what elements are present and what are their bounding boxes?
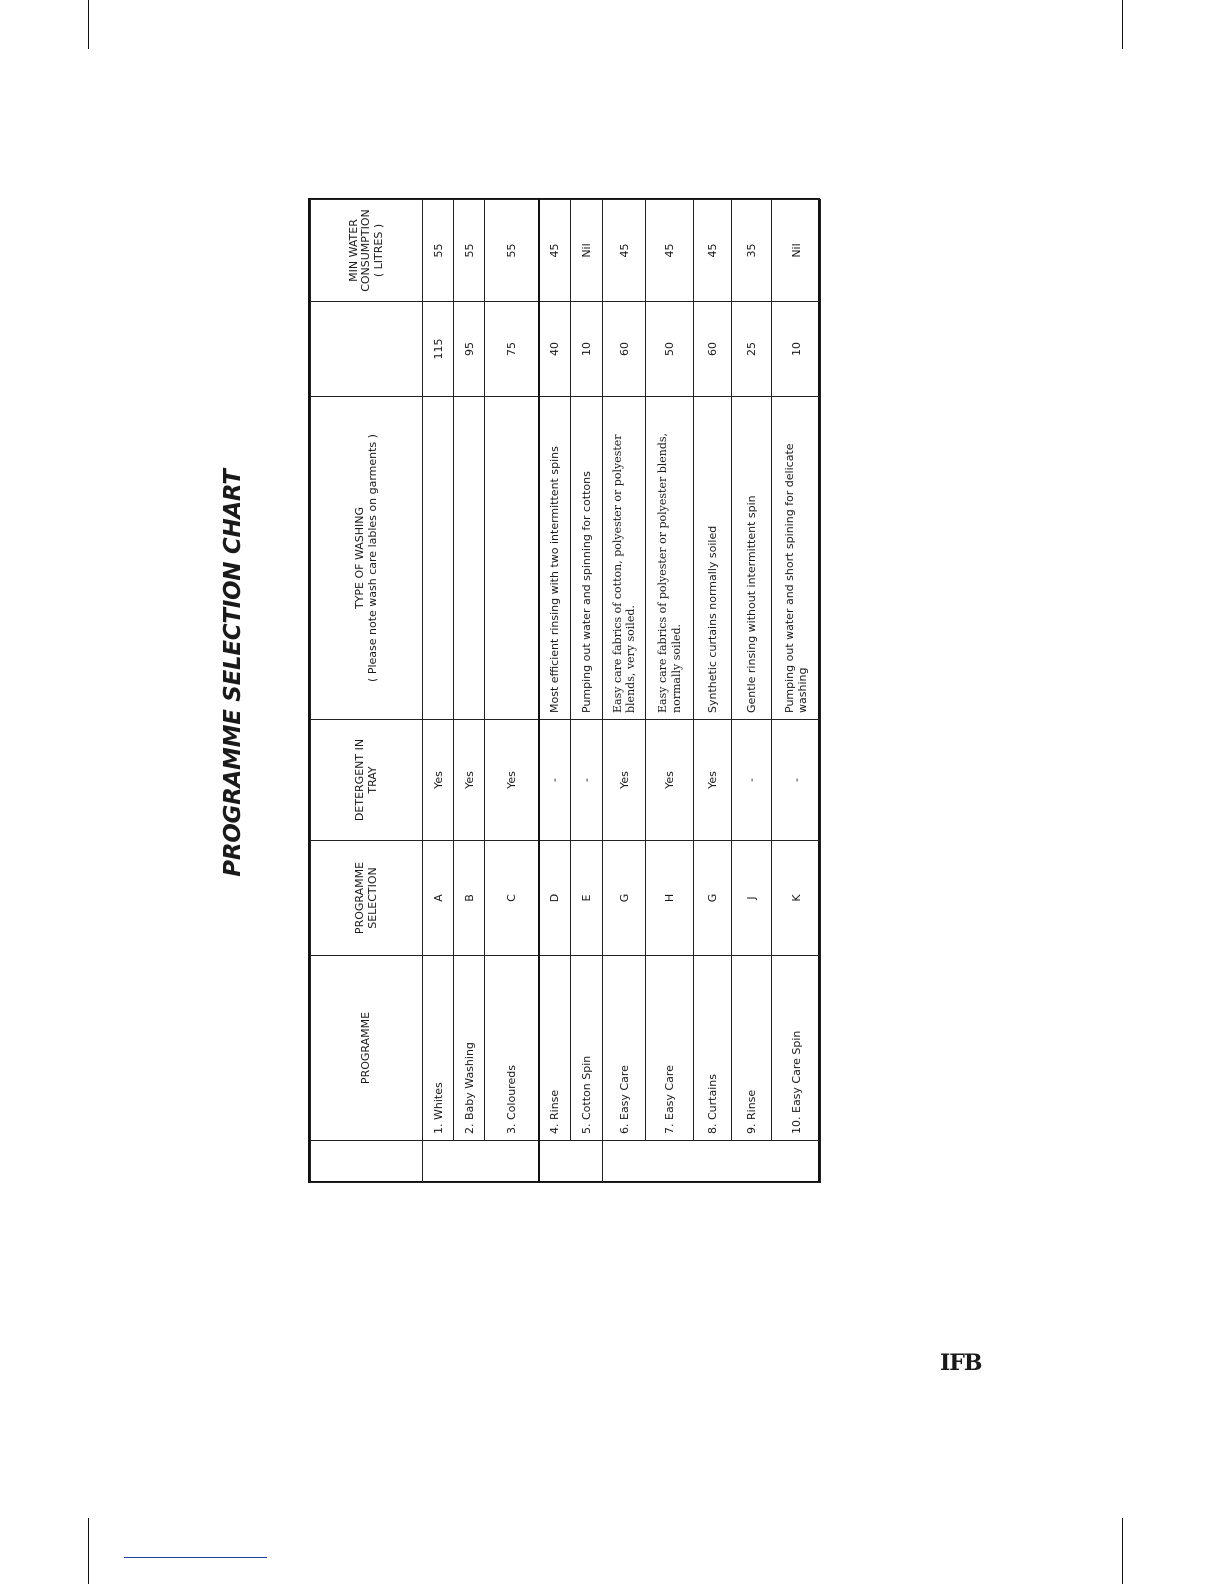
time-cell: 10	[772, 302, 821, 397]
detergent-cell: Yes	[485, 720, 539, 841]
time-cell: 40	[539, 302, 571, 397]
programme-cell: 4. Rinse	[539, 956, 571, 1141]
table-row	[539, 200, 571, 1183]
type-cell: Most efficient rinsing with two intermittent spins	[539, 397, 571, 720]
crop-mark-top-left	[88, 0, 89, 49]
programme-selection-table	[310, 199, 821, 1183]
selection-cell: G	[603, 841, 646, 956]
selection-cell: K	[772, 841, 821, 956]
selection-cell: C	[485, 841, 539, 956]
selection-cell: G	[694, 841, 732, 956]
detergent-cell: Yes	[454, 720, 485, 841]
title-container	[213, 468, 253, 877]
detergent-cell: Yes	[694, 720, 732, 841]
water-cell: Nil	[571, 200, 603, 302]
time-cell: 60	[694, 302, 732, 397]
water-cell: 55	[454, 200, 485, 302]
crop-mark-bottom-right	[1122, 1518, 1123, 1584]
type-cell	[485, 397, 539, 720]
detergent-cell: -	[571, 720, 603, 841]
detergent-cell: -	[539, 720, 571, 841]
ifb-logo: IFB	[940, 1350, 982, 1376]
programme-cell: 6. Easy Care	[603, 956, 646, 1141]
crop-mark-bottom-left	[88, 1518, 89, 1584]
programme-cell: 3. Coloureds	[485, 956, 539, 1141]
programme-cell: 10. Easy Care Spin	[772, 956, 821, 1141]
programme-cell: 1. Whites	[423, 956, 454, 1141]
water-cell: 45	[539, 200, 571, 302]
detergent-cell: -	[772, 720, 821, 841]
header-water: MIN WATER CONSUMPTION ( LITRES )	[311, 200, 423, 302]
crop-mark-top-right	[1122, 0, 1123, 49]
time-cell: 95	[454, 302, 485, 397]
programme-table-frame	[308, 198, 820, 1183]
selection-cell: J	[732, 841, 772, 956]
time-cell: 75	[485, 302, 539, 397]
table-row	[454, 200, 485, 1183]
programme-table-rotated	[310, 198, 822, 1183]
table-header-row	[311, 200, 423, 1183]
table-row	[423, 200, 454, 1183]
table-row	[694, 200, 732, 1183]
table-row	[485, 200, 539, 1183]
water-cell: 55	[485, 200, 539, 302]
water-cell: 35	[732, 200, 772, 302]
detergent-cell: -	[732, 720, 772, 841]
detergent-cell: Yes	[423, 720, 454, 841]
water-cell: 55	[423, 200, 454, 302]
time-cell: 10	[571, 302, 603, 397]
row-gutter	[423, 1141, 539, 1183]
time-cell: 115	[423, 302, 454, 397]
footnote-divider	[124, 1557, 267, 1558]
type-cell: Pumping out water and spinning for cottons	[571, 397, 603, 720]
selection-cell: H	[646, 841, 694, 956]
time-cell: 25	[732, 302, 772, 397]
header-detergent: DETERGENT IN TRAY	[311, 720, 423, 841]
row-gutter	[603, 1141, 821, 1183]
type-cell	[454, 397, 485, 720]
water-cell: 45	[603, 200, 646, 302]
selection-cell: B	[454, 841, 485, 956]
water-cell: 45	[646, 200, 694, 302]
programme-cell: 7. Easy Care	[646, 956, 694, 1141]
header-type-label: TYPE OF WASHING	[352, 506, 366, 610]
selection-cell: E	[571, 841, 603, 956]
header-type-of-washing	[311, 397, 423, 720]
type-cell: Gentle rinsing without intermittent spin	[732, 397, 772, 720]
programme-cell: 2. Baby Washing	[454, 956, 485, 1141]
type-cell: Easy care fabrics of cotton, polyester or polyester blends, very soiled.	[603, 397, 646, 720]
water-cell: Nil	[772, 200, 821, 302]
selection-cell: A	[423, 841, 454, 956]
type-cell: Pumping out water and short spining for delicate washing	[772, 397, 821, 720]
programme-cell: 8. Curtains	[694, 956, 732, 1141]
table-row	[732, 200, 772, 1183]
detergent-cell: Yes	[646, 720, 694, 841]
time-cell: 60	[603, 302, 646, 397]
header-time	[311, 302, 423, 397]
detergent-cell: Yes	[603, 720, 646, 841]
header-blank	[311, 1141, 423, 1183]
table-row	[603, 200, 646, 1183]
programme-cell: 5. Cotton Spin	[571, 956, 603, 1141]
row-gutter	[539, 1141, 603, 1183]
page-title: PROGRAMME SELECTION CHART	[220, 468, 246, 877]
selection-cell: D	[539, 841, 571, 956]
table-row	[646, 200, 694, 1183]
header-selection: PROGRAMME SELECTION	[311, 841, 423, 956]
type-cell: Easy care fabrics of polyester or polyester blends, normally soiled.	[646, 397, 694, 720]
table-row	[571, 200, 603, 1183]
programme-cell: 9. Rinse	[732, 956, 772, 1141]
header-programme: PROGRAMME	[311, 956, 423, 1141]
time-cell: 50	[646, 302, 694, 397]
type-cell	[423, 397, 454, 720]
header-type-note: ( Please note wash care lables on garments )	[365, 434, 379, 682]
water-cell: 45	[694, 200, 732, 302]
table-row	[772, 200, 821, 1183]
type-cell: Synthetic curtains normally soiled	[694, 397, 732, 720]
